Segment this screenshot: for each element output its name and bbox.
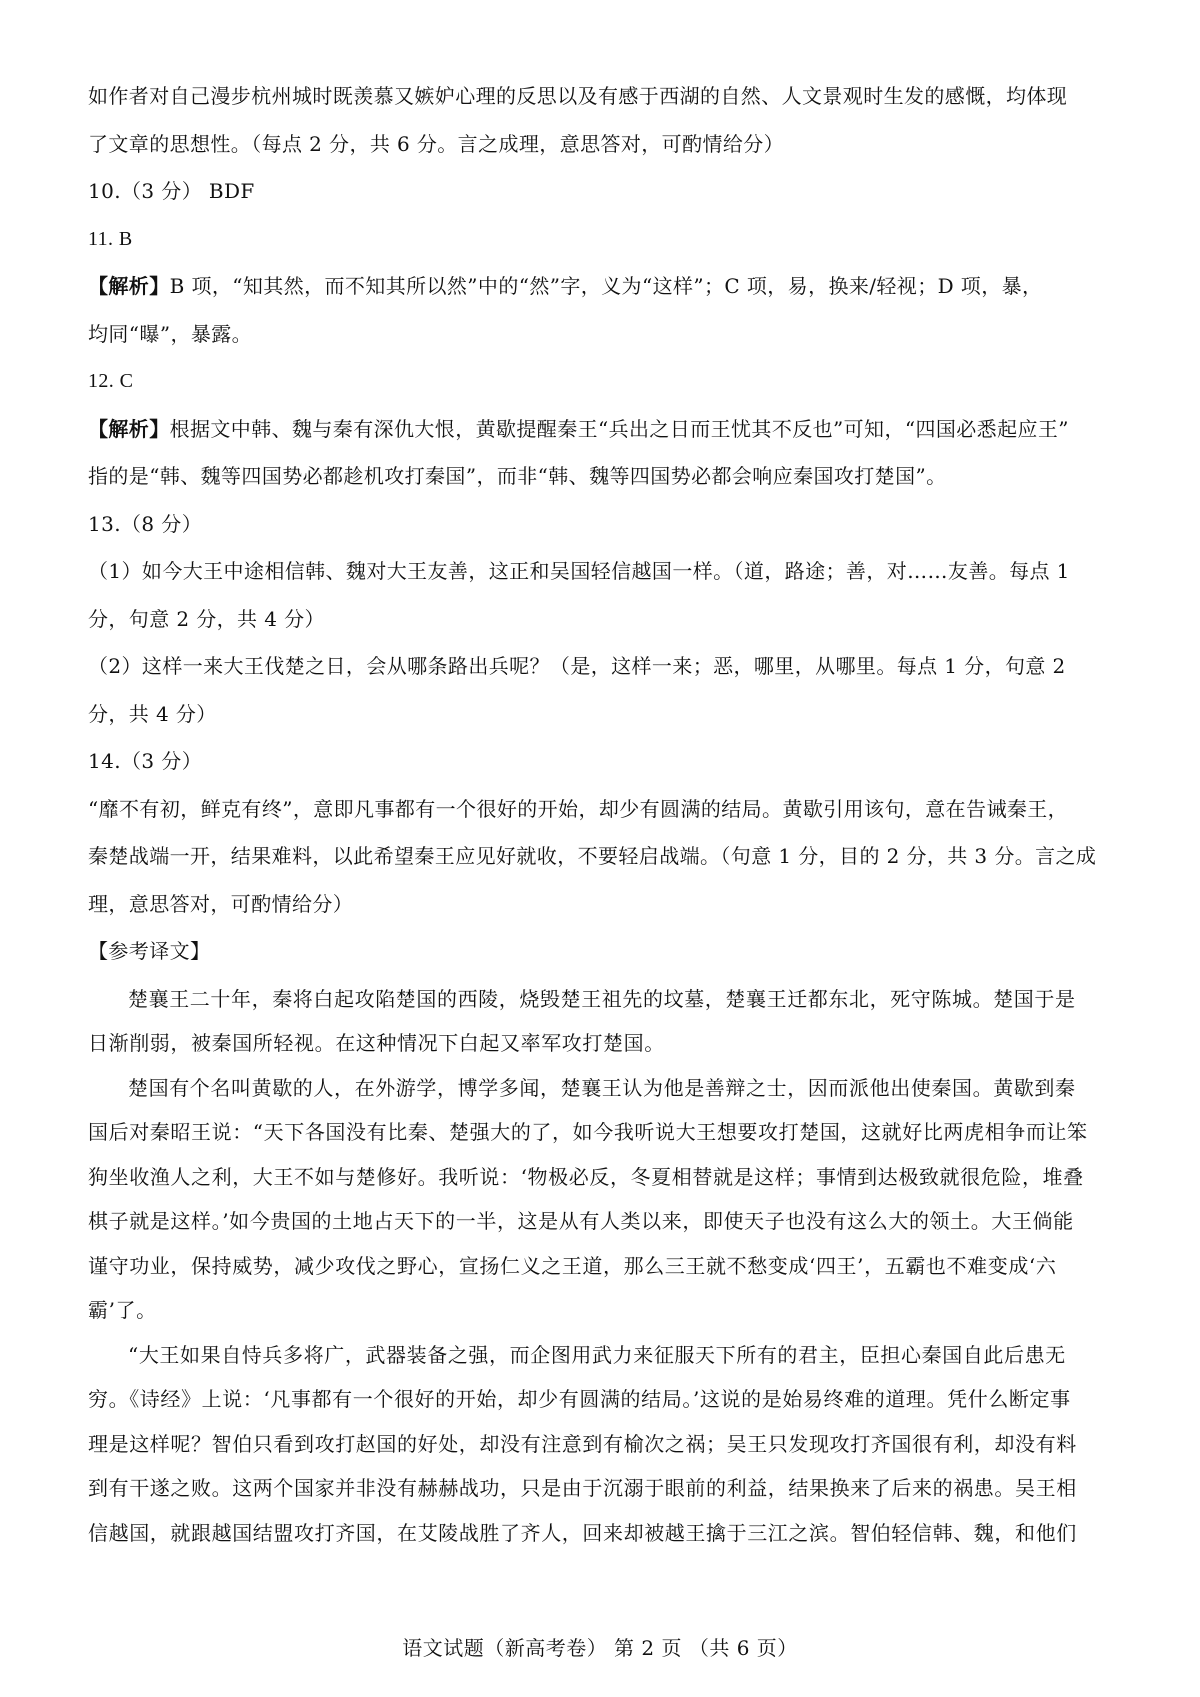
- question-12-answer: 12. C: [88, 370, 134, 392]
- translation-paragraph-3-cont: 穷。《诗经》上说：‘凡事都有一个很好的开始，却少有圆满的结局。’这说的是始易终难的道理。凭什么断定事: [88, 1387, 1071, 1411]
- question-11-answer: 11. B: [88, 227, 133, 250]
- question-12-analysis: [88, 417, 1130, 441]
- translation-paragraph-2-cont: 国后对秦昭王说：“天下各国没有比秦、楚强大的了，如今我听说大王想要攻打楚国，这就好比两虎相争而让笨: [88, 1120, 1088, 1144]
- translation-paragraph-2-cont: 霸’了。: [88, 1298, 157, 1322]
- translation-paragraph-1: 楚襄王二十年，秦将白起攻陷楚国的西陵，烧毁楚王祖先的坟墓，楚襄王迁都东北，死守陈城。楚国于是: [128, 986, 1076, 1011]
- answer-line: 了文章的思想性。（每点 2 分，共 6 分。言之成理，意思答对，可酌情给分）: [88, 131, 785, 156]
- answer-line: 如作者对自己漫步杭州城时既羡慕又嫉妒心理的反思以及有感于西湖的自然、人文景观时生发的感慨，均体现: [88, 84, 1068, 108]
- analysis-label: 【解析】: [88, 274, 170, 298]
- translation-paragraph-3-cont: 到有干遂之败。这两个国家并非没有赫赫战功，只是由于沉溺于眼前的利益，结果换来了后来的祸患。吴王相: [88, 1476, 1077, 1500]
- translation-paragraph-3-cont: 理是这样呢？智伯只看到攻打赵国的好处，却没有注意到有榆次之祸；吴王只发现攻打齐国很有利，却没有料: [88, 1431, 1077, 1456]
- analysis-text: 根据文中韩、魏与秦有深仇大恨，黄歇提醒秦王“兵出之日而王忧其不反也”可知，“四国必悉起应王”: [169, 416, 1069, 441]
- translation-paragraph-2: 楚国有个名叫黄歇的人，在外游学，博学多闻，楚襄王认为他是善辩之士，因而派他出使秦国。黄歇到秦: [128, 1075, 1076, 1100]
- question-10-answer: 10.（3 分） BDF: [88, 179, 255, 203]
- question-12-analysis-cont: 指的是“韩、魏等四国势必都趁机攻打秦国”，而非“韩、魏等四国势必都会响应秦国攻打楚国”。: [88, 464, 947, 488]
- question-13-header: 13.（8 分）: [88, 511, 203, 536]
- translation-heading: 【参考译文】: [88, 939, 211, 963]
- analysis-label: 【解析】: [88, 416, 170, 441]
- translation-paragraph-3-cont: 信越国，就跟越国结盟攻打齐国，在艾陵战胜了齐人，回来却被越王擒于三江之滨。智伯轻信韩、魏，和他们: [88, 1520, 1077, 1545]
- question-13-part-1-cont: 分，句意 2 分，共 4 分）: [88, 606, 325, 631]
- question-13-part-1: （1）如今大王中途相信韩、魏对大王友善，这正和吴国轻信越国一样。（道，路途；善，对……友善。每点 1: [88, 559, 1070, 583]
- question-14-answer: “靡不有初，鲜克有终”，意即凡事都有一个很好的开始，却少有圆满的结局。黄歇引用该句，意在告诫秦王，: [88, 796, 1069, 821]
- translation-paragraph-2-cont: 狗坐收渔人之利，大王不如与楚修好。我听说：‘物极必反，冬夏相替就是这样；事情到达极致就很危险，堆叠: [88, 1164, 1084, 1189]
- question-13-part-2-cont: 分，共 4 分）: [88, 701, 217, 726]
- translation-paragraph-1-cont: 日渐削弱，被秦国所轻视。在这种情况下白起又率军攻打楚国。: [88, 1031, 665, 1055]
- question-11-analysis-cont: 均同“曝”，暴露。: [88, 321, 253, 346]
- analysis-text: B 项，“知其然，而不知其所以然”中的“然”字，义为“这样”；C 项，易，换来/轻视；D 项，暴，: [169, 274, 1043, 298]
- translation-paragraph-3: “大王如果自恃兵多将广，武器装备之强，而企图用武力来征服天下所有的君主，臣担心秦国自此后患无: [128, 1342, 1066, 1367]
- page-content: [88, 84, 1130, 1565]
- translation-paragraph-2-cont: 谨守功业，保持威势，减少攻伐之野心，宣扬仁义之王道，那么三王就不愁变成‘四王’，五霸也不难变成‘六: [88, 1253, 1057, 1278]
- question-14-header: 14.（3 分）: [88, 749, 203, 773]
- question-14-answer-cont: 理，意思答对，可酌情给分）: [88, 891, 354, 916]
- page-footer: 语文试题（新高考卷） 第 2 页 （共 6 页）: [402, 1636, 798, 1660]
- translation-paragraph-2-cont: 棋子就是这样。’如今贵国的土地占天下的一半，这是从有人类以来，即使天子也没有这么大的领土。大王倘能: [88, 1209, 1074, 1233]
- question-13-part-2: （2）这样一来大王伐楚之日，会从哪条路出兵呢？（是，这样一来；恶，哪里，从哪里。每点 1 分，句意 2: [88, 654, 1066, 678]
- question-14-answer-cont: 秦楚战端一开，结果难料，以此希望秦王应见好就收，不要轻启战端。（句意 1 分，目的 2 分，共 3 分。言之成: [88, 844, 1097, 868]
- question-11-analysis: [88, 274, 1130, 298]
